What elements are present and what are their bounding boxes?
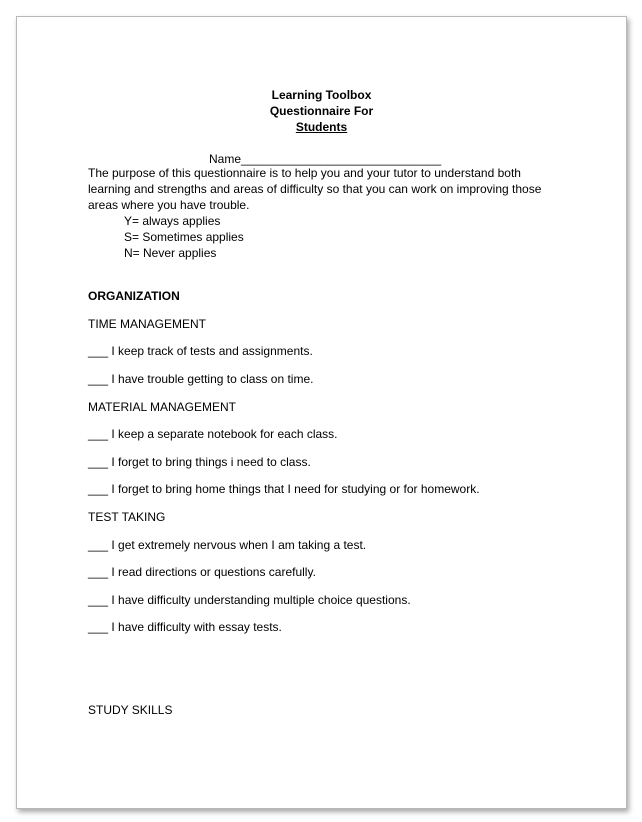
title-line-3: [17, 119, 626, 135]
question-item: ___ I get extremely nervous when I am taking a test.: [88, 538, 367, 552]
document-page: [16, 16, 627, 809]
title-students: Students: [295, 120, 348, 134]
legend-yes: Y= always applies: [124, 214, 221, 228]
question-item: ___ I have difficulty understanding multiple choice questions.: [88, 593, 411, 607]
legend-never: N= Never applies: [124, 246, 217, 260]
question-item: ___ I forget to bring home things that I need for studying or for homework.: [88, 482, 480, 496]
purpose-paragraph: The purpose of this questionnaire is to help you and your tutor to understand both learning and strengths and areas of difficulty so that you can work on improving those areas where you have trouble.: [88, 166, 542, 212]
legend-sometimes: S= Sometimes applies: [124, 230, 244, 244]
organization-heading: ORGANIZATION: [88, 289, 180, 303]
title-line-1: Learning Toolbox: [271, 88, 372, 102]
material-management-heading: MATERIAL MANAGEMENT: [88, 400, 237, 414]
question-item: ___ I keep track of tests and assignments.: [88, 344, 313, 358]
question-item: ___ I forget to bring things i need to class.: [88, 455, 311, 469]
question-item: ___ I read directions or questions carefully.: [88, 565, 316, 579]
question-item: ___ I have difficulty with essay tests.: [88, 620, 282, 634]
question-item: ___ I have trouble getting to class on time.: [88, 372, 314, 386]
time-management-heading: TIME MANAGEMENT: [88, 317, 207, 331]
test-taking-heading: TEST TAKING: [88, 510, 166, 524]
name-label: Name: [209, 152, 242, 166]
question-item: ___ I keep a separate notebook for each class.: [88, 427, 338, 441]
name-blank: ______________________________: [241, 152, 442, 166]
title-line-2: Questionnaire For: [269, 104, 374, 118]
study-skills-heading: STUDY SKILLS: [88, 703, 173, 717]
